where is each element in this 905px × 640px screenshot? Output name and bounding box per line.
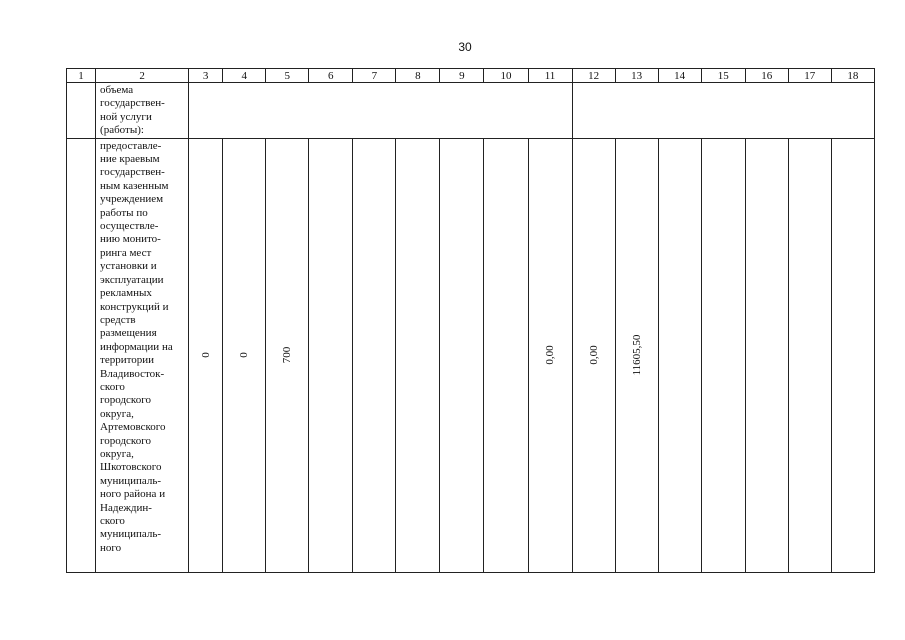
column-header-16: 16	[745, 69, 788, 83]
column-header-13: 13	[615, 69, 658, 83]
column-header-3: 3	[189, 69, 223, 83]
description-line: учреждением	[100, 193, 164, 206]
description-line: установки и	[100, 260, 157, 273]
row-b-description	[96, 138, 189, 572]
description-line: Шкотовского	[100, 461, 162, 474]
description-line: работы по	[100, 206, 148, 219]
table-cell	[396, 138, 440, 572]
column-header-4: 4	[223, 69, 266, 83]
cell-col-13-value: 11605,50	[630, 334, 643, 376]
column-header-row	[67, 69, 875, 83]
data-table	[66, 68, 875, 573]
row-a-description-text	[96, 83, 188, 138]
table-cell	[353, 138, 396, 572]
table-cell	[831, 138, 874, 572]
cell-col-13	[615, 138, 658, 572]
table-cell	[440, 138, 484, 572]
column-header-8: 8	[396, 69, 440, 83]
column-header-14: 14	[658, 69, 701, 83]
description-line: размещения	[100, 327, 157, 340]
cell-col-12	[572, 138, 615, 572]
description-line: городского	[100, 394, 151, 407]
column-header-2: 2	[96, 69, 189, 83]
table-row	[67, 83, 875, 139]
cell-col-11-value: 0,00	[544, 345, 557, 365]
table-cell	[701, 138, 745, 572]
table-cell	[745, 138, 788, 572]
description-line: средств	[100, 313, 136, 326]
column-header-9: 9	[440, 69, 484, 83]
cell-col-5-value: 700	[281, 346, 294, 363]
description-line: предоставле-	[100, 139, 162, 152]
description-line: государствен-	[100, 166, 165, 179]
row-a-description	[96, 83, 189, 139]
column-header-18: 18	[831, 69, 874, 83]
cell-col-12-value: 0,00	[587, 345, 600, 365]
cell-col-11	[528, 138, 572, 572]
column-header-15: 15	[701, 69, 745, 83]
cell-col-3	[189, 138, 223, 572]
description-line: округа,	[100, 407, 134, 420]
description-line: Надеждин-	[100, 501, 152, 514]
description-line: (работы):	[100, 124, 144, 137]
description-line: нию монито-	[100, 233, 161, 246]
description-line: муниципаль-	[100, 474, 162, 487]
description-line: ной услуги	[100, 110, 152, 123]
description-line: ние краевым	[100, 153, 160, 166]
table-cell	[484, 138, 528, 572]
column-header-17: 17	[788, 69, 831, 83]
description-line: государствен-	[100, 97, 165, 110]
table-row	[67, 138, 875, 572]
description-line: ным казенным	[100, 179, 169, 192]
table-cell-merged	[189, 83, 572, 139]
table-cell	[67, 83, 96, 139]
description-line: ного района и	[100, 488, 166, 501]
description-line: территории	[100, 354, 155, 367]
description-line: эксплуатации	[100, 273, 164, 286]
description-line: осуществле-	[100, 220, 159, 233]
column-header-7: 7	[353, 69, 396, 83]
description-line: Артемовского	[100, 421, 166, 434]
cell-col-3-value: 0	[199, 351, 212, 358]
cell-col-4	[223, 138, 266, 572]
column-header-5: 5	[266, 69, 309, 83]
table-cell	[788, 138, 831, 572]
description-line: ного	[100, 541, 122, 554]
row-b-description-text	[96, 139, 188, 556]
description-line: объема	[100, 84, 134, 96]
description-line: ского	[100, 515, 125, 527]
description-line: конструкций и	[100, 300, 169, 313]
description-line: информации на	[100, 340, 173, 353]
table-cell-merged	[572, 83, 874, 139]
page-number: 30	[458, 40, 472, 54]
column-header-10: 10	[484, 69, 528, 83]
description-line: муниципаль-	[100, 528, 162, 541]
cell-col-4-value: 0	[238, 351, 251, 358]
table-cell	[658, 138, 701, 572]
column-header-1: 1	[67, 69, 96, 83]
cell-col-5	[266, 138, 309, 572]
column-header-12: 12	[572, 69, 615, 83]
column-header-11: 11	[528, 69, 572, 83]
table-cell	[309, 138, 353, 572]
table-cell	[67, 138, 96, 572]
description-line: ского	[100, 380, 125, 393]
column-header-6: 6	[309, 69, 353, 83]
description-line: рекламных	[100, 287, 152, 300]
description-line: округа,	[100, 447, 134, 460]
description-line: Владивосток-	[100, 367, 165, 380]
description-line: ринга мест	[100, 246, 152, 259]
description-line: городского	[100, 434, 151, 447]
